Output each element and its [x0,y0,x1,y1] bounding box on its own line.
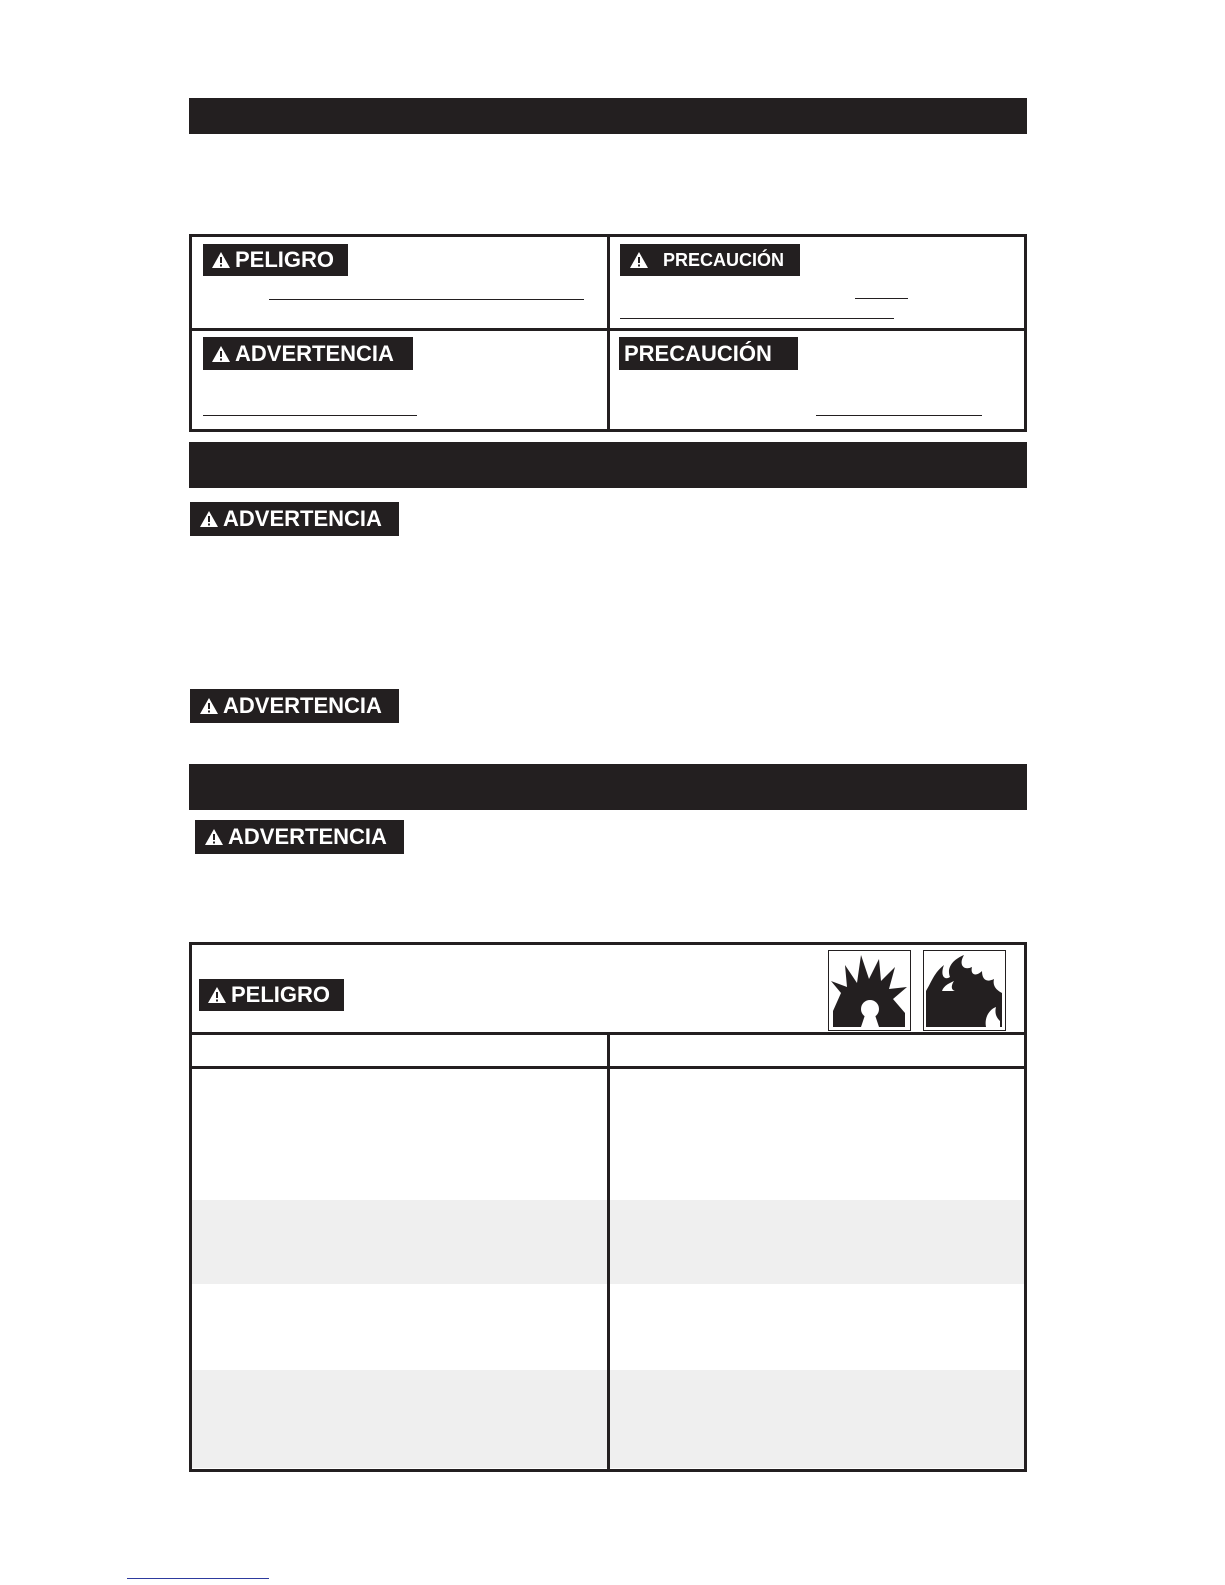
advertencia-label-3 [190,689,399,723]
peligro-label [203,244,348,276]
precaucion-plain-label [619,337,798,370]
peligro-text: PELIGRO [235,247,335,272]
precaucion-label [620,244,800,276]
warning-triangle-icon [629,251,649,269]
signal-word-table-divider-h [189,328,1027,331]
precaucion-plain-text: PRECAUCIÓN [624,340,772,366]
advertencia-text-2: ADVERTENCIA [223,506,382,531]
section-header-bar-1 [189,98,1027,134]
advertencia-label [203,337,413,370]
advertencia-label-2 [190,502,399,536]
warning-triangle-icon [211,251,231,269]
explosion-hazard-icon [828,950,911,1031]
peligro-text-2: PELIGRO [231,982,331,1007]
warning-triangle-icon [211,345,231,363]
section-header-bar-3 [189,764,1027,810]
footer-underline [127,1578,269,1579]
advertencia-text-3: ADVERTENCIA [223,693,382,718]
precaucion-underline-2 [620,318,894,319]
precaucion-underline-1 [855,298,908,299]
precaucion-text: PRECAUCIÓN [663,249,785,270]
section-header-bar-2 [189,442,1027,488]
warning-triangle-icon [199,510,219,528]
signal-word-table-divider-v [607,234,610,432]
fire-hazard-icon [923,950,1006,1031]
warning-triangle-icon [207,986,227,1004]
hazard-table-divider-v [607,1032,610,1472]
peligro-label-2 [199,979,344,1011]
warning-triangle-icon [204,828,224,846]
advertencia-label-4 [195,820,404,854]
precaucion-plain-underline [816,415,982,416]
peligro-underline [269,299,584,300]
advertencia-text: ADVERTENCIA [235,340,394,366]
advertencia-text-4: ADVERTENCIA [228,824,387,849]
advertencia-underline [203,415,417,416]
warning-triangle-icon [199,697,219,715]
